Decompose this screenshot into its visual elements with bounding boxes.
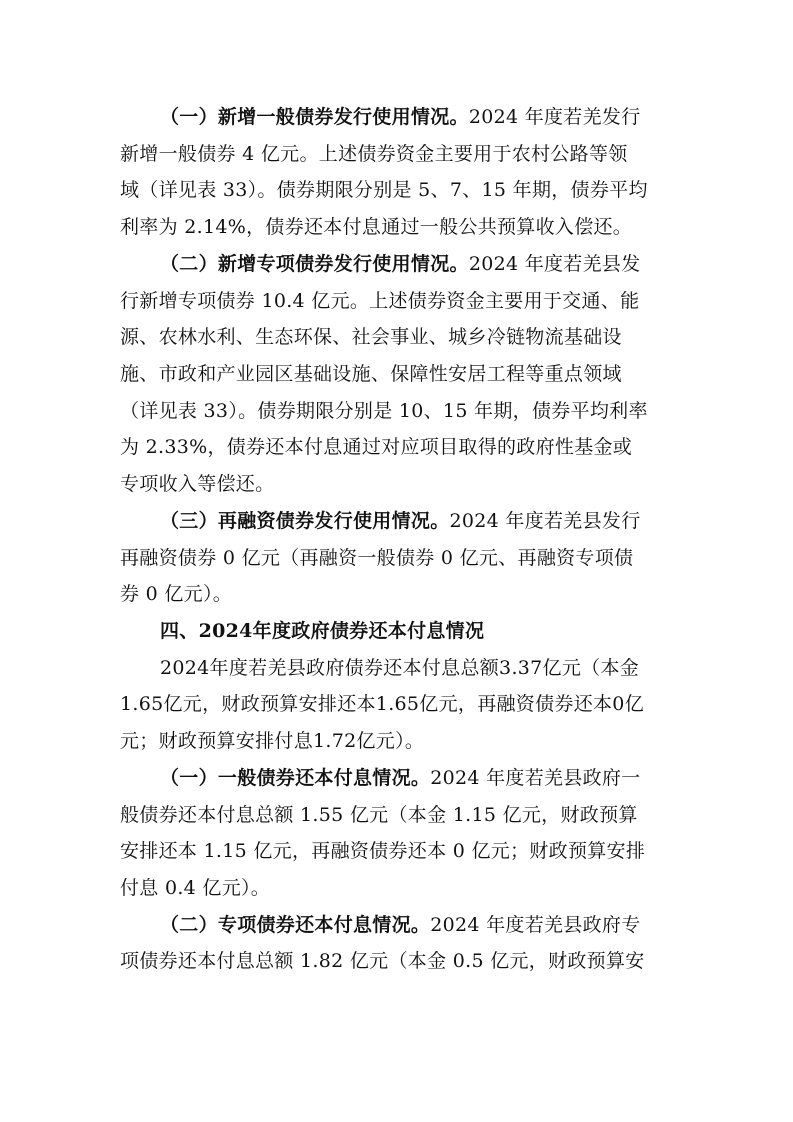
line-text: 2024年度若羌县政府债券还本付息总额3.37亿元（本金: [160, 657, 640, 679]
paragraph-line: [160, 104, 641, 130]
paragraph-line: [120, 838, 645, 864]
line-text: （详见表 33）。债券期限分别是 10、15 年期，债券平均利率: [120, 400, 648, 422]
paragraph-line: [160, 912, 641, 938]
line-text: 施、市政和产业园区基础设施、保障性安居工程等重点领域: [120, 363, 622, 385]
line-text: 付息 0.4 亿元）。: [120, 877, 271, 899]
paragraph-line: [120, 214, 632, 240]
paragraph-line: [120, 875, 270, 901]
line-text: 专项收入等偿还。: [120, 473, 275, 495]
paragraph-line: [160, 655, 639, 681]
line-text: 2024 年度若羌发行: [468, 106, 641, 128]
paragraph-line: [120, 728, 424, 754]
paragraph-line: [120, 471, 274, 497]
chapter-heading-line: [160, 618, 484, 644]
line-text: 2024 年度若羌县发: [468, 253, 641, 275]
paragraph-line: [120, 802, 638, 828]
line-text: 再融资债券 0 亿元（再融资一般债券 0 亿元、再融资专项债: [120, 547, 634, 569]
line-text: 2024 年度若羌县发行: [449, 510, 641, 532]
line-text: 券 0 亿元）。: [120, 583, 233, 605]
section-heading: （二）新增专项债券发行使用情况。: [160, 253, 469, 275]
line-text: 2024 年度若羌县政府专: [430, 914, 641, 936]
paragraph-line: [120, 361, 622, 387]
paragraph-line: [120, 948, 645, 974]
paragraph-line: [120, 398, 648, 424]
section-heading: （一）一般债券还本付息情况。: [160, 767, 431, 789]
paragraph-line: [120, 545, 633, 571]
paragraph-line: [120, 288, 639, 314]
section-heading: （三）再融资债券发行使用情况。: [160, 510, 450, 532]
line-text: 域（详见表 33）。债券期限分别是 5、7、15 年期，债券平均: [120, 179, 648, 201]
line-text: 元；财政预算安排付息1.72亿元）。: [120, 730, 425, 752]
paragraph-line: [160, 251, 641, 277]
section-heading: （二）专项债券还本付息情况。: [160, 914, 431, 936]
paragraph-line: [120, 324, 622, 350]
paragraph-line: [120, 691, 644, 717]
paragraph-line: [120, 141, 628, 167]
line-text: 安排还本 1.15 亿元，再融资债券还本 0 亿元；财政预算安排: [120, 840, 646, 862]
chapter-heading: 四、2024年度政府债券还本付息情况: [160, 620, 485, 642]
line-text: 2024 年度若羌县政府一: [430, 767, 641, 789]
paragraph-line: [160, 765, 641, 791]
line-text: 1.65亿元，财政预算安排还本1.65亿元，再融资债券还本0亿: [120, 693, 644, 715]
line-text: 项债券还本付息总额 1.82 亿元（本金 0.5 亿元，财政预算安: [120, 950, 645, 972]
paragraph-line: [120, 434, 632, 460]
line-text: 利率为 2.14%，债券还本付息通过一般公共预算收入偿还。: [120, 216, 633, 238]
paragraph-line: [120, 581, 232, 607]
line-text: 为 2.33%，债券还本付息通过对应项目取得的政府性基金或: [120, 436, 633, 458]
line-text: 行新增专项债券 10.4 亿元。上述债券资金主要用于交通、能: [120, 290, 640, 312]
paragraph-line: [120, 177, 648, 203]
line-text: 源、农林水利、生态环保、社会事业、城乡冷链物流基础设: [120, 326, 622, 348]
section-heading: （一）新增一般债券发行使用情况。: [160, 106, 469, 128]
line-text: 新增一般债券 4 亿元。上述债券资金主要用于农村公路等领: [120, 143, 628, 165]
paragraph-line: [160, 508, 641, 534]
line-text: 般债券还本付息总额 1.55 亿元（本金 1.15 亿元，财政预算: [120, 804, 638, 826]
